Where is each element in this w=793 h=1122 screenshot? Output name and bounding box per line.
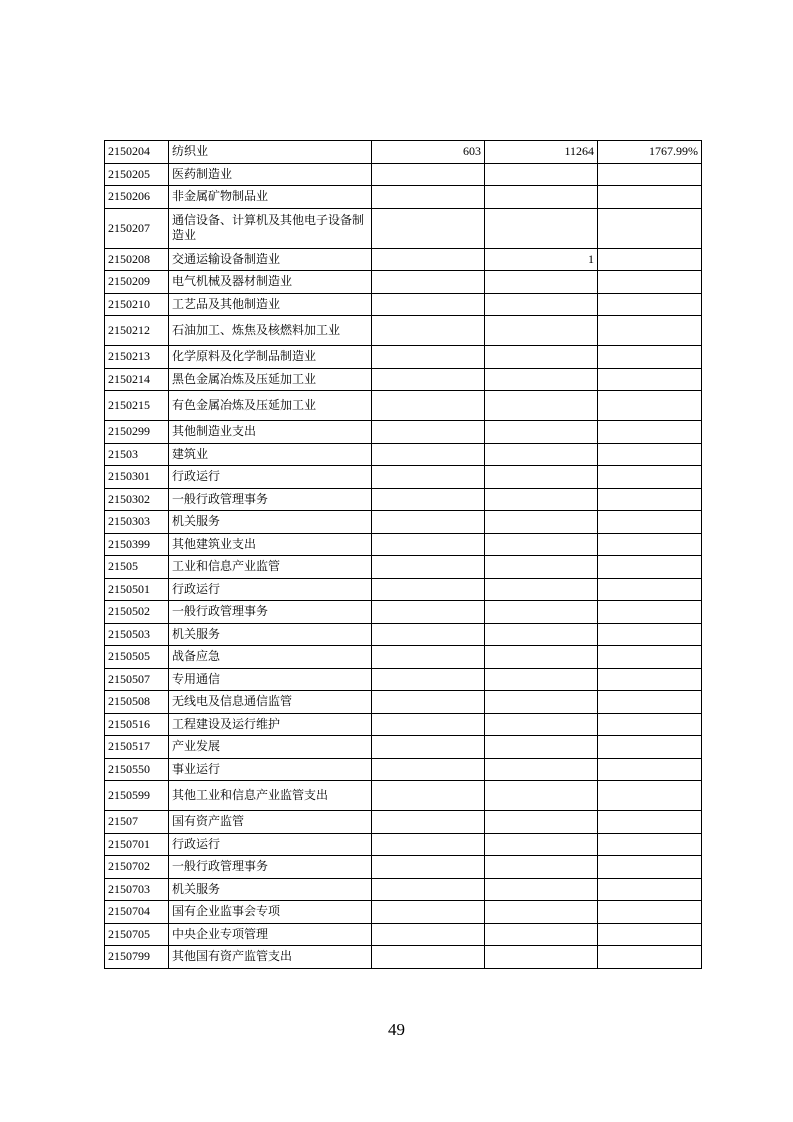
row-value-2 [485,736,598,759]
row-value-2 [485,186,598,209]
row-value-2 [485,878,598,901]
row-value-3 [598,443,702,466]
row-value-3 [598,421,702,444]
row-name: 纺织业 [169,141,372,164]
table-row [105,186,702,209]
row-name: 黑色金属冶炼及压延加工业 [169,368,372,391]
table-row [105,556,702,579]
table-row [105,208,702,248]
row-name: 医药制造业 [169,163,372,186]
row-name: 无线电及信息通信监管 [169,691,372,714]
row-value-2 [485,601,598,624]
row-value-3 [598,946,702,969]
row-value-3 [598,713,702,736]
row-value-1 [372,601,485,624]
row-name: 工艺品及其他制造业 [169,293,372,316]
table-row [105,833,702,856]
row-value-3 [598,368,702,391]
row-value-1 [372,578,485,601]
row-name: 机关服务 [169,623,372,646]
table-row [105,946,702,969]
row-value-2 [485,691,598,714]
row-value-2 [485,346,598,369]
row-value-3 [598,856,702,879]
row-value-3 [598,488,702,511]
row-value-1 [372,901,485,924]
table-row [105,781,702,811]
row-value-1 [372,443,485,466]
row-value-1 [372,511,485,534]
row-value-1 [372,811,485,834]
row-name: 其他国有资产监管支出 [169,946,372,969]
row-code: 2150205 [105,163,169,186]
row-name: 国有企业监事会专项 [169,901,372,924]
row-value-3 [598,691,702,714]
row-code: 2150516 [105,713,169,736]
row-code: 21505 [105,556,169,579]
row-value-2 [485,511,598,534]
row-value-1 [372,271,485,294]
row-value-1 [372,346,485,369]
row-value-2 [485,391,598,421]
row-code: 2150599 [105,781,169,811]
row-code: 2150508 [105,691,169,714]
row-value-3 [598,646,702,669]
row-name: 行政运行 [169,466,372,489]
row-code: 2150799 [105,946,169,969]
row-value-2 [485,466,598,489]
row-value-3 [598,736,702,759]
table-row [105,578,702,601]
table-row [105,901,702,924]
row-value-2 [485,421,598,444]
row-value-1 [372,316,485,346]
row-name: 一般行政管理事务 [169,488,372,511]
row-code: 2150213 [105,346,169,369]
row-value-1 [372,668,485,691]
row-name: 其他工业和信息产业监管支出 [169,781,372,811]
row-value-1 [372,368,485,391]
row-code: 2150204 [105,141,169,164]
row-value-3 [598,511,702,534]
row-code: 2150208 [105,248,169,271]
row-value-3 [598,186,702,209]
row-value-3 [598,833,702,856]
row-value-1 [372,856,485,879]
row-code: 2150207 [105,208,169,248]
row-value-1 [372,923,485,946]
row-value-2 [485,668,598,691]
row-value-1 [372,691,485,714]
row-name: 通信设备、计算机及其他电子设备制造业 [169,208,372,248]
row-value-3: 1767.99% [598,141,702,164]
row-value-1 [372,466,485,489]
row-value-3 [598,556,702,579]
row-value-1 [372,758,485,781]
row-value-2 [485,713,598,736]
table-row [105,533,702,556]
row-name: 化学原料及化学制品制造业 [169,346,372,369]
table-row [105,466,702,489]
table-row [105,421,702,444]
row-value-1 [372,781,485,811]
page-number: 49 [388,1020,405,1039]
row-value-3 [598,878,702,901]
table-row [105,316,702,346]
row-value-1 [372,163,485,186]
row-value-2 [485,488,598,511]
budget-table [104,140,702,969]
row-value-2 [485,293,598,316]
row-value-2 [485,623,598,646]
row-name: 一般行政管理事务 [169,601,372,624]
table-row [105,923,702,946]
row-value-3 [598,811,702,834]
row-name: 行政运行 [169,578,372,601]
row-code: 2150507 [105,668,169,691]
row-code: 2150517 [105,736,169,759]
row-value-3 [598,163,702,186]
row-value-3 [598,293,702,316]
row-value-1 [372,833,485,856]
table-row [105,856,702,879]
table-row [105,736,702,759]
row-code: 2150505 [105,646,169,669]
row-value-1: 603 [372,141,485,164]
table-row [105,346,702,369]
row-value-2 [485,368,598,391]
table-row [105,878,702,901]
table-row [105,646,702,669]
row-name: 国有资产监管 [169,811,372,834]
table-row [105,811,702,834]
row-code: 21507 [105,811,169,834]
row-value-2 [485,811,598,834]
row-code: 2150705 [105,923,169,946]
row-code: 2150703 [105,878,169,901]
row-value-2 [485,271,598,294]
row-name: 交通运输设备制造业 [169,248,372,271]
row-value-2: 11264 [485,141,598,164]
row-value-2 [485,316,598,346]
row-name: 专用通信 [169,668,372,691]
row-code: 2150701 [105,833,169,856]
row-value-2 [485,556,598,579]
row-value-3 [598,601,702,624]
row-value-2 [485,923,598,946]
row-code: 2150399 [105,533,169,556]
row-value-3 [598,346,702,369]
row-value-1 [372,421,485,444]
row-code: 2150212 [105,316,169,346]
row-value-2 [485,208,598,248]
row-value-2: 1 [485,248,598,271]
row-code: 2150303 [105,511,169,534]
row-value-2 [485,946,598,969]
table-row [105,368,702,391]
row-code: 2150501 [105,578,169,601]
row-name: 机关服务 [169,878,372,901]
row-name: 其他制造业支出 [169,421,372,444]
table-row [105,248,702,271]
row-value-3 [598,466,702,489]
row-code: 2150214 [105,368,169,391]
table-row [105,443,702,466]
row-value-3 [598,668,702,691]
row-value-2 [485,533,598,556]
row-name: 非金属矿物制品业 [169,186,372,209]
row-value-1 [372,646,485,669]
row-name: 工程建设及运行维护 [169,713,372,736]
row-code: 2150215 [105,391,169,421]
row-value-1 [372,391,485,421]
row-value-3 [598,923,702,946]
row-code: 2150702 [105,856,169,879]
table-row [105,391,702,421]
row-value-1 [372,946,485,969]
row-code: 2150210 [105,293,169,316]
row-value-3 [598,578,702,601]
row-value-2 [485,646,598,669]
row-value-1 [372,878,485,901]
row-value-1 [372,488,485,511]
row-value-3 [598,623,702,646]
row-value-3 [598,316,702,346]
table-row [105,601,702,624]
row-value-1 [372,533,485,556]
row-value-1 [372,186,485,209]
row-name: 工业和信息产业监管 [169,556,372,579]
table-row [105,668,702,691]
row-name: 有色金属冶炼及压延加工业 [169,391,372,421]
table-row [105,691,702,714]
row-code: 2150209 [105,271,169,294]
row-name: 行政运行 [169,833,372,856]
row-value-2 [485,833,598,856]
row-name: 战备应急 [169,646,372,669]
row-code: 2150503 [105,623,169,646]
row-value-3 [598,208,702,248]
row-code: 2150302 [105,488,169,511]
row-name: 中央企业专项管理 [169,923,372,946]
row-value-1 [372,556,485,579]
row-value-1 [372,736,485,759]
row-name: 石油加工、炼焦及核燃料加工业 [169,316,372,346]
row-code: 2150704 [105,901,169,924]
row-name: 机关服务 [169,511,372,534]
row-value-2 [485,578,598,601]
row-value-3 [598,758,702,781]
row-code: 2150206 [105,186,169,209]
row-value-3 [598,248,702,271]
row-value-3 [598,533,702,556]
row-value-2 [485,758,598,781]
row-name: 电气机械及器材制造业 [169,271,372,294]
row-value-2 [485,163,598,186]
row-name: 产业发展 [169,736,372,759]
table-row [105,141,702,164]
row-value-3 [598,271,702,294]
row-value-2 [485,856,598,879]
row-code: 2150301 [105,466,169,489]
row-value-2 [485,443,598,466]
row-value-3 [598,781,702,811]
row-value-1 [372,713,485,736]
table-row [105,623,702,646]
table-row [105,758,702,781]
row-code: 2150299 [105,421,169,444]
row-code: 2150502 [105,601,169,624]
table-row [105,163,702,186]
table-row [105,713,702,736]
row-value-1 [372,248,485,271]
row-code: 21503 [105,443,169,466]
row-code: 2150550 [105,758,169,781]
row-value-3 [598,901,702,924]
row-name: 事业运行 [169,758,372,781]
row-name: 其他建筑业支出 [169,533,372,556]
table-row [105,511,702,534]
table-row [105,271,702,294]
row-value-2 [485,781,598,811]
row-value-1 [372,293,485,316]
row-value-2 [485,901,598,924]
row-value-1 [372,208,485,248]
table-body [105,141,702,969]
row-name: 建筑业 [169,443,372,466]
row-name: 一般行政管理事务 [169,856,372,879]
table-row [105,293,702,316]
row-value-1 [372,623,485,646]
row-value-3 [598,391,702,421]
table-row [105,488,702,511]
